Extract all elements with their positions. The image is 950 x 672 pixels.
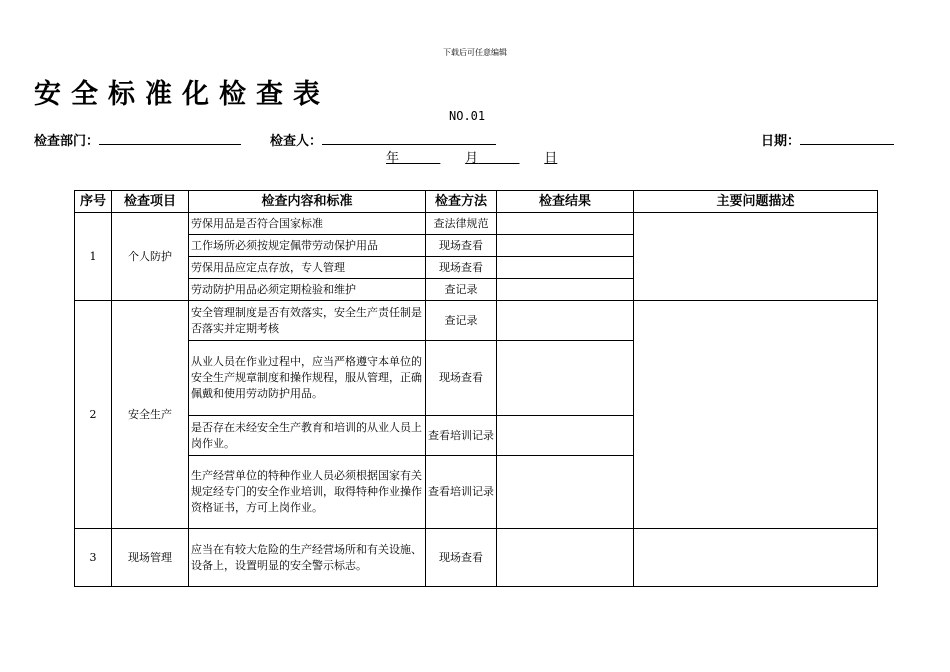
table-row [75,529,878,587]
result-cell[interactable] [497,279,634,301]
method-cell: 现场查看 [426,257,497,279]
result-cell[interactable] [497,257,634,279]
inspector-blank[interactable] [322,131,496,145]
dept-label: 检查部门： [34,134,100,149]
method-cell: 查记录 [426,301,497,341]
year-label[interactable]: 年 [386,151,400,166]
content-cell: 工作场所必须按规定佩带劳动保护用品 [189,235,426,257]
col-header-result: 检查结果 [497,191,634,213]
method-cell: 查法律规范 [426,213,497,235]
method-cell: 现场查看 [426,235,497,257]
method-cell: 查看培训记录 [426,456,497,529]
col-header-issues: 主要问题描述 [634,191,878,213]
result-cell[interactable] [497,235,634,257]
date-line [386,147,557,166]
dept-blank[interactable] [99,131,241,145]
content-cell: 生产经营单位的特种作业人员必须根据国家有关规定经专门的安全作业培训，取得特种作业操作资格证书，方可上岗作业。 [189,456,426,529]
col-header-method: 检查方法 [426,191,497,213]
col-header-content: 检查内容和标准 [189,191,426,213]
section-item: 个人防护 [112,213,189,301]
issues-cell[interactable] [634,529,878,587]
date-label: 日期： [761,134,801,149]
day-label[interactable]: 日 [544,151,558,166]
top-note: 下载后可任意编辑 [443,48,507,57]
table-header-row [75,191,878,213]
page-title: 安全标准化检查表 [34,79,330,110]
month-label[interactable]: 月 [465,151,479,166]
content-cell: 安全管理制度是否有效落实，安全生产责任制是否落实并定期考核 [189,301,426,341]
content-cell: 从业人员在作业过程中，应当严格遵守本单位的安全生产规章制度和操作规程，服从管理，正确佩戴和使用劳动防护用品。 [189,341,426,416]
issues-cell[interactable] [634,213,878,301]
section-item: 安全生产 [112,301,189,529]
result-cell[interactable] [497,341,634,416]
col-header-no: 序号 [75,191,112,213]
section-no: 1 [75,213,112,301]
result-cell[interactable] [497,301,634,341]
table-row [75,213,878,235]
result-cell[interactable] [497,416,634,456]
content-cell: 劳保用品应定点存放，专人管理 [189,257,426,279]
content-cell: 应当在有较大危险的生产经营场所和有关设施、设备上，设置明显的安全警示标志。 [189,529,426,587]
method-cell: 查记录 [426,279,497,301]
result-cell[interactable] [497,456,634,529]
table-row [75,301,878,341]
method-cell: 现场查看 [426,341,497,416]
content-cell: 是否存在未经安全生产教育和培训的从业人员上岗作业。 [189,416,426,456]
section-item: 现场管理 [112,529,189,587]
content-cell: 劳动防护用品必须定期检验和维护 [189,279,426,301]
section-no: 3 [75,529,112,587]
col-header-item: 检查项目 [112,191,189,213]
section-no: 2 [75,301,112,529]
date-field [761,130,894,149]
result-cell[interactable] [497,529,634,587]
inspection-table [74,190,878,587]
method-cell: 查看培训记录 [426,416,497,456]
date-blank[interactable] [800,131,894,145]
document-number: NO.01 [449,109,486,123]
result-cell[interactable] [497,213,634,235]
issues-cell[interactable] [634,301,878,529]
method-cell: 现场查看 [426,529,497,587]
content-cell: 劳保用品是否符合国家标准 [189,213,426,235]
inspector-label: 检查人： [270,134,323,149]
dept-field [34,130,241,149]
